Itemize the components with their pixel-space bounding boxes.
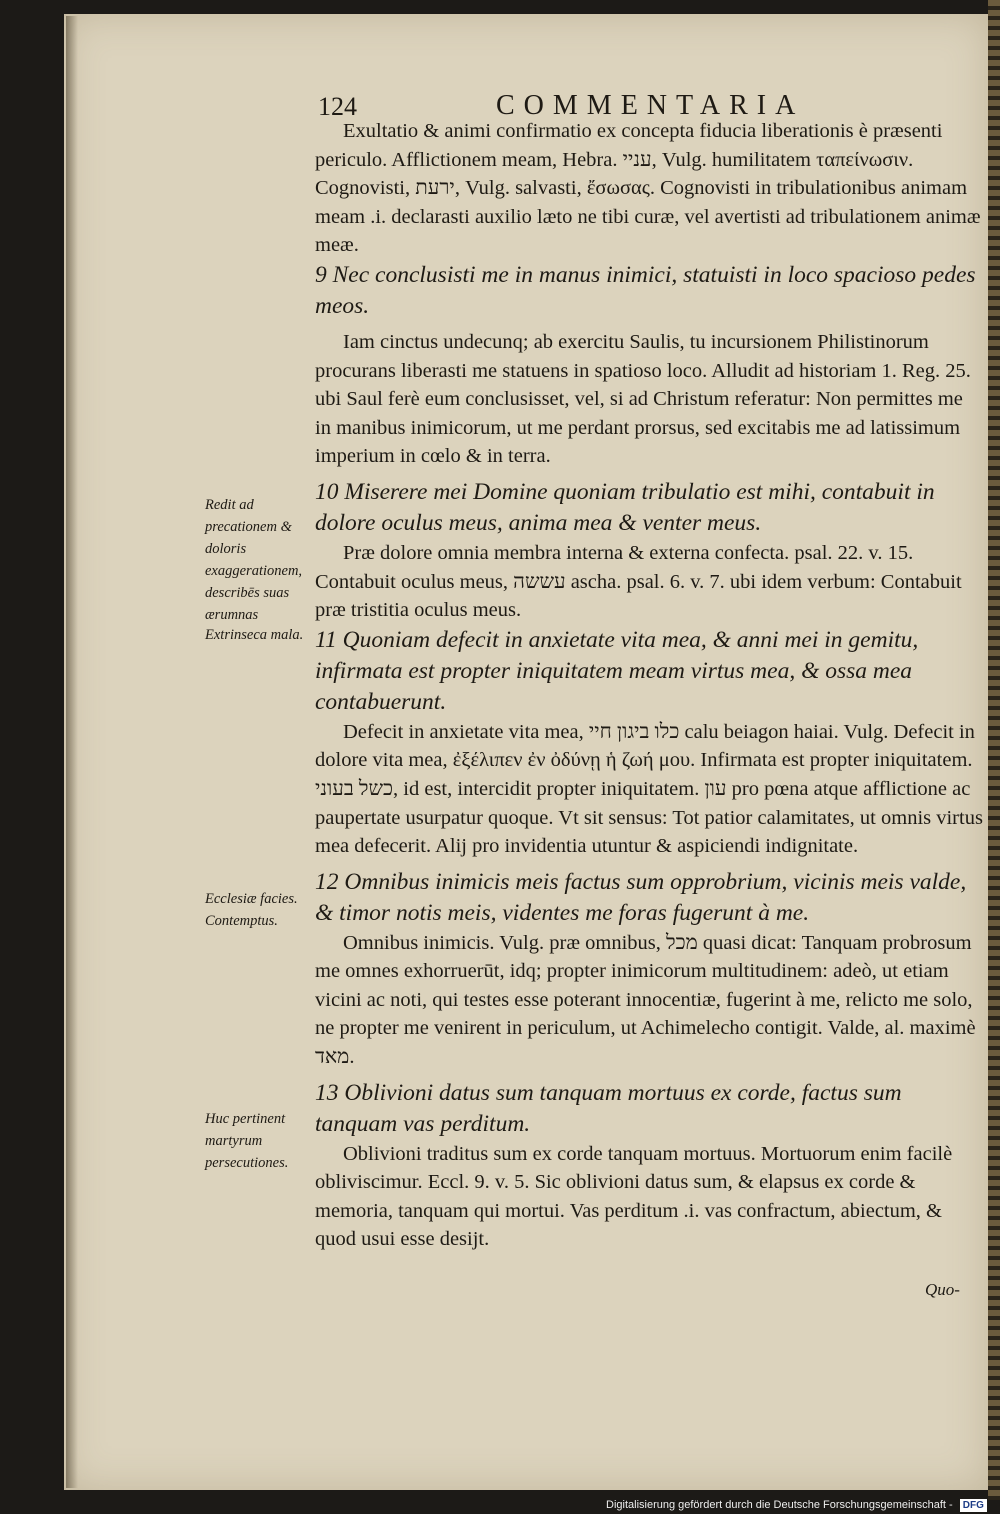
page-edge-stack (988, 0, 1000, 1500)
page-number: 124 (318, 92, 357, 121)
marginal-note: Huc pertinent martyrum persecutiones. (205, 1111, 289, 1171)
marginal-note: Redit ad precationem & doloris exaggerationem, describēs suas ærumnas (205, 497, 303, 623)
verse-lemma-10: 10 Miserere mei Domine quoniam tribulatio est mihi, contabuit in dolore oculus meus, anima mea & venter meus. (315, 478, 935, 536)
commentary-paragraph: Præ dolore omnia membra interna & externa confecta. psal. 22. v. 15. Contabuit oculus meus, עששה ascha. psal. 6. v. 7. ubi idem verbum: Contabuit præ tristitia oculus meus. (315, 541, 962, 622)
commentary-text (315, 117, 983, 1254)
commentary-paragraph: Defecit in anxietate vita mea, כלו ביגון חיי calu beiagon haiai. Vulg. Defecit in dolore vita mea, ἐξέλιπεν ἐν ὀδύνῃ ἡ ζωή μου. Infirmata est propter iniquitatem. כשל בעוני, id est, intercidit propter iniquitatem. עון pro pœna atque afflictione ac paupertate usurpatur quoque. Vt sit sensus: Tot patior calamitates, ut omnis virtus mea defecerit. Alij pro invidentia utuntur & aspiciendi indignitate. (315, 720, 983, 858)
commentary-paragraph: Oblivioni traditus sum ex corde tanquam mortuus. Mortuorum enim facilè obliviscimur. Eccl. 9. v. 5. Sic oblivioni datus sum, & elapsus ex corde & memoria, tanquam qui mortui. Vas perditum .i. vas confractum, abiectum, & quod usui esse desijt. (315, 1142, 953, 1251)
verse-lemma-13: 13 Oblivioni datus sum tanquam mortuus ex corde, factus sum tanquam vas perditum. (315, 1079, 902, 1137)
marginal-note: Ecclesiæ facies. Contemptus. (205, 891, 298, 929)
page-gutter-shadow (66, 16, 78, 1488)
commentary-paragraph: Iam cinctus undecunq; ab exercitu Saulis, tu incursionem Philistinorum procurans liberasti me statuens in spatioso loco. Alludit ad historiam 1. Reg. 25. ubi Saul ferè eum conclusisset, vel, si ad Christum referatur: Non permittes me in manibus inimicorum, ut me perdant prorsus, sed excitabis me ad latissimum imperium in cœlo & in terra. (315, 330, 971, 468)
digitization-footer (606, 1497, 996, 1514)
dfg-logo: DFG (960, 1499, 987, 1512)
running-title: COMMENTARIA (496, 90, 805, 121)
verse-lemma-12: 12 Omnibus inimicis meis factus sum opprobrium, vicinis meis valde, & timor notis meis, videntes me foras fugerunt à me. (315, 868, 967, 926)
catchword: Quo- (925, 1280, 960, 1299)
funding-note: Digitalisierung gefördert durch die Deutsche Forschungsgemeinschaft - (606, 1499, 953, 1511)
marginal-note: Extrinseca mala. (205, 627, 304, 643)
commentary-paragraph: Exultatio & animi confirmatio ex concepta fiducia liberationis è præsenti periculo. Afflictionem meam, Hebra. עניי, Vulg. humilitatem ταπείνωσιν. Cognovisti, ירעת, Vulg. salvasti, ἔσωσας. Cognovisti in tribulationibus animam meam .i. declarasti auxilio læto ne tibi curæ, vel avertisti ad tribulationem animæ meæ. (315, 120, 981, 257)
verse-lemma-11: 11 Quoniam defecit in anxietate vita mea, & anni mei in gemitu, infirmata est propter iniquitatem meam virtus mea, & ossa mea contabuerunt. (315, 626, 919, 715)
commentary-paragraph: Omnibus inimicis. Vulg. præ omnibus, מכל quasi dicat: Tanquam probrosum me omnes exhorruerūt, idq; propter inimicorum multitudinem: adeò, ut etiam vicini ac noti, qui testes esse poterant innocentiæ, fugerint à me, relicto me solo, ne propter me venirent in periculum, ut Achimelecho contigit. Valde, al. maximè מאד. (315, 931, 976, 1069)
verse-lemma-9: 9 Nec conclusisti me in manus inimici, statuisti in loco spacioso pedes meos. (315, 261, 976, 319)
